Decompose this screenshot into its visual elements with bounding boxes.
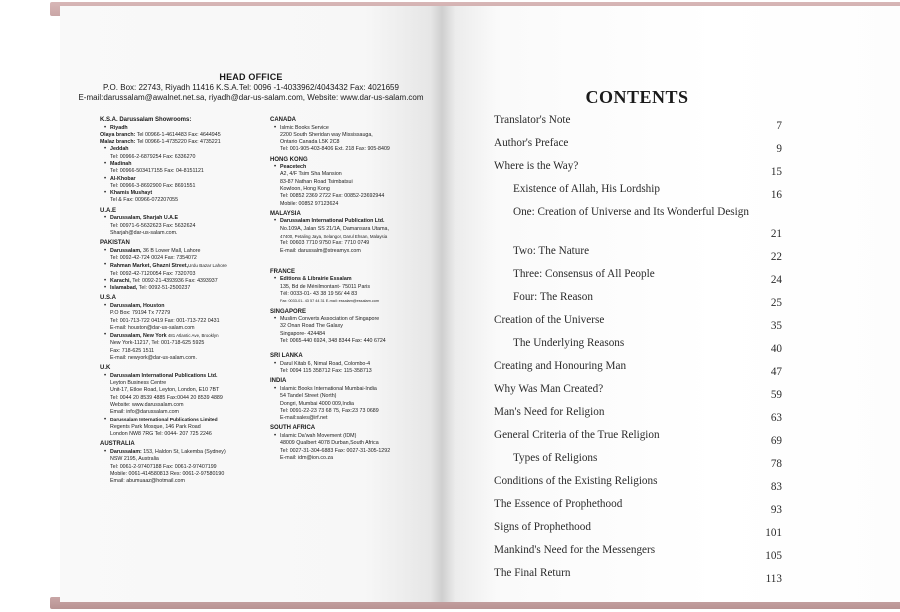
branch-entry: • Darussalam: 153, Haldon St, Lakemba (Sydney) NSW 2195, Australia Tel: 0061-2-97407188 Fax: 0061-2-97407199 Mobile: 0061-414580813 Res: 0061-2-97580190 Email: abumuaaz@hotmail.com — [104, 448, 226, 485]
branch-entry: • Darussalam International Publications Ltd. Leyton Business Centre Unit-17, Etloe Road, Leyton, London, E10 7BT Tel: 0044 20 8539 4885 Fax:0044 20 8539 4889 Website: www.darussalam.com Email: info@darussalam.com — [104, 372, 223, 416]
branch-entry: • Muslim Converts Association of Singapore 32 Onan Road The Galaxy Singapore- 424484 Tel: 0065-440 6924, 348 8344 Fax: 440 6724 — [274, 316, 386, 345]
branch-line: Olaya branch: Tel 00966-1-4614483 Fax: 4644945 — [100, 131, 221, 138]
region-heading: SRI LANKA — [270, 353, 303, 360]
toc-subentry[interactable]: Three: Consensus of All People 24 — [513, 268, 782, 286]
region-singapore — [270, 309, 435, 346]
region-heading: U.K — [100, 365, 111, 372]
toc-subentry[interactable]: The Underlying Reasons 40 — [513, 337, 782, 355]
branch-entry: • Khamis Mushayt Tel & Fax: 00966-072207055 — [104, 190, 179, 204]
region-heading: PAKISTAN — [100, 240, 130, 247]
region-southafrica — [270, 425, 435, 462]
branch-entry: • Darul Kitab 6, Nimal Road, Colombo-4 Tel: 0094 115 358712 Fax: 115-358713 — [274, 360, 372, 375]
region-usa — [100, 295, 265, 362]
showrooms-column-left — [100, 117, 265, 487]
region-heading: K.S.A. Darussalam Showrooms: — [100, 117, 192, 123]
toc-entry[interactable]: Author's Preface 9 — [494, 137, 782, 155]
head-office-contact: E-mail:darussalam@awalnet.net.sa, riyadh@dar-us-salam.com, Website: www.dar-us-salam.com — [78, 93, 424, 102]
region-heading: U.S.A — [100, 295, 117, 302]
region-hongkong — [270, 157, 435, 208]
region-uk — [100, 365, 265, 438]
branch-entry: • Darussalam, New York 481 Atlantic Ave, Brooklyn New York-11217, Tel: 001-718-625 5925 Fax: 718-625 1511 E-mail: newyork@dar-us-salam.com. — [104, 332, 219, 362]
branch-name: Riyadh — [110, 124, 128, 131]
toc-entry[interactable]: Signs of Prophethood 101 — [494, 521, 782, 539]
showrooms-column-right — [270, 117, 435, 464]
branch-entry: • Darussalam, 36 B Lower Mall, Lahore Tel: 0092-42-724 0024 Fax: 7354072 — [104, 247, 201, 261]
branch-entry: • Rahman Market, Ghazni Street,Urdu Bazar Lahore Tel: 0092-42-7120054 Fax: 7320703 — [104, 262, 227, 277]
toc-entry[interactable]: Conditions of the Existing Religions 83 — [494, 475, 782, 493]
toc-entry[interactable]: Translator's Note 7 — [494, 114, 782, 132]
toc-entry[interactable]: Why Was Man Created? 59 — [494, 383, 782, 401]
branch-entry: • Darussalam, Houston P.O Box: 79194 Tx 77279 Tel: 001-713-722 0419 Fax: 001-713-722 0431 E-mail: houston@dar-us-salam.com — [104, 302, 220, 331]
toc-entry[interactable]: General Criteria of the True Religion 69 — [494, 429, 782, 447]
toc-subentry[interactable]: Types of Religions 78 — [513, 452, 782, 470]
region-australia — [100, 441, 265, 485]
toc-entry[interactable]: Creating and Honouring Man 47 — [494, 360, 782, 378]
region-heading: MALAYSIA — [270, 210, 301, 217]
region-france — [270, 269, 435, 306]
region-srilanka — [270, 353, 435, 375]
branch-entry: • Peacetech A2, 4/F Tsim Sha Mansion 83-87 Nathan Road Tsimbatsui Kowloon, Hong Kong Tel: 00852 2369 2722 Fax: 00852-23692944 Mobile: 00852 97123624 — [274, 164, 385, 207]
toc-subentry[interactable]: Existence of Allah, His Lordship 16 — [513, 183, 782, 201]
head-office-title: HEAD OFFICE — [219, 72, 283, 82]
branch-entry: • Al-Khobar Tel: 00966-3-8692900 Fax: 8691551 — [104, 175, 196, 189]
region-heading: INDIA — [270, 378, 287, 385]
branch-entry: • Editions & Librairie Essalam 135, Bd de Ménilmontant- 75011 Paris Tél: 0033-01- 43 38 19 56/ 44 83 Fax: 0033-01- 43 57 44 31 E-mail: essalam@essalam.com — [274, 276, 380, 304]
region-malaysia — [270, 211, 435, 255]
head-office-block — [60, 72, 442, 102]
branch-entry: • Islamic Da'wah Movement (IDM) 48009 Qualbert 4078 Durban,South Africa Tel: 0027-31-304-6883 Fax: 0027-31-305-1292 E-mail: idm@ion.co.za — [274, 432, 391, 461]
region-heading: SINGAPORE — [270, 308, 307, 315]
table-of-contents — [494, 110, 782, 586]
branch-entry: • Karachi, Tel: 0092-21-4393936 Fax: 4393937 — [104, 277, 218, 284]
toc-entry[interactable]: The Essence of Prophethood 93 — [494, 498, 782, 516]
region-heading: FRANCE — [270, 268, 295, 275]
branch-entry: • Riyadh — [104, 124, 128, 131]
branch-entry: • Darussalam International Publications Limited Regents Park Mosque, 146 Park Road London NW8 7RG Tel: 0044- 207 725 2246 — [104, 416, 218, 438]
contents-title: CONTENTS — [585, 87, 689, 107]
branch-entry: • Jeddah Tel: 00966-2-6879254 Fax: 6336270 — [104, 146, 196, 160]
region-pakistan — [100, 240, 265, 292]
toc-entry[interactable]: Where is the Way? 15 — [494, 160, 782, 178]
branch-line: Malaz branch: Tel 00966-1-4735220 Fax: 4735221 — [100, 139, 221, 146]
head-office-address: P.O. Box: 22743, Riyadh 11416 K.S.A.Tel: 0096 -1-4033962/4043432 Fax: 4021659 — [103, 83, 399, 92]
region-ksa — [100, 117, 265, 205]
toc-subentry[interactable]: One: Creation of Universe and Its Wonderful Design 21 — [513, 206, 782, 240]
region-heading: AUSTRALIA — [100, 441, 135, 448]
toc-entry[interactable]: Creation of the Universe 35 — [494, 314, 782, 332]
toc-subentry[interactable]: Four: The Reason 25 — [513, 291, 782, 309]
region-canada — [270, 117, 435, 154]
region-uae — [100, 208, 265, 237]
branch-entry: • Madinah Tel: 00966-503417155 Fax: 04-8151121 — [104, 160, 204, 175]
branch-entry: • Islamic Books International Mumbai-India 54 Tandel Street (North) Dongri, Mumbai 4000 009,India Tel: 0091-22-23 73 68 75, Fax:23 73 0689 E-mail:sales@irf.net — [274, 385, 379, 422]
region-heading: CANADA — [270, 117, 296, 123]
region-heading: HONG KONG — [270, 156, 308, 163]
region-heading: SOUTH AFRICA — [270, 425, 316, 432]
branch-entry: • Darussalam International Publication Ltd. No.109A, Jalan SS 21/1A, Damansara Utama, 47400, Petaling Jaya, Selangor, Darul Ehsan, Malaysia Tel: 00603 7710 9750 Fax: 7710 0749 E-mail: darussalm@streamyx.com — [274, 218, 389, 254]
region-india — [270, 378, 435, 422]
toc-entry[interactable]: Man's Need for Religion 63 — [494, 406, 782, 424]
toc-subentry[interactable]: Two: The Nature 22 — [513, 245, 782, 263]
toc-entry[interactable]: Mankind's Need for the Messengers 105 — [494, 544, 782, 562]
branch-entry: • Darussalam, Sharjah U.A.E Tel: 00971-6-5632623 Fax: 5632624 Sharjah@dar-us-salam.com. — [104, 215, 196, 236]
branch-entry: • Islamabad, Tel: 0092-51-2500237 — [104, 285, 191, 292]
region-heading: U.A.E — [100, 207, 117, 214]
branch-entry: • Islmic Books Service 2200 South Sheridan way Mississauga, Ontario Canada L5K 2C8 Tel: 001-905-403-8406 Ext. 218 Fax: 905-8409 — [274, 124, 390, 153]
toc-entry[interactable]: The Final Return 113 — [494, 567, 782, 585]
